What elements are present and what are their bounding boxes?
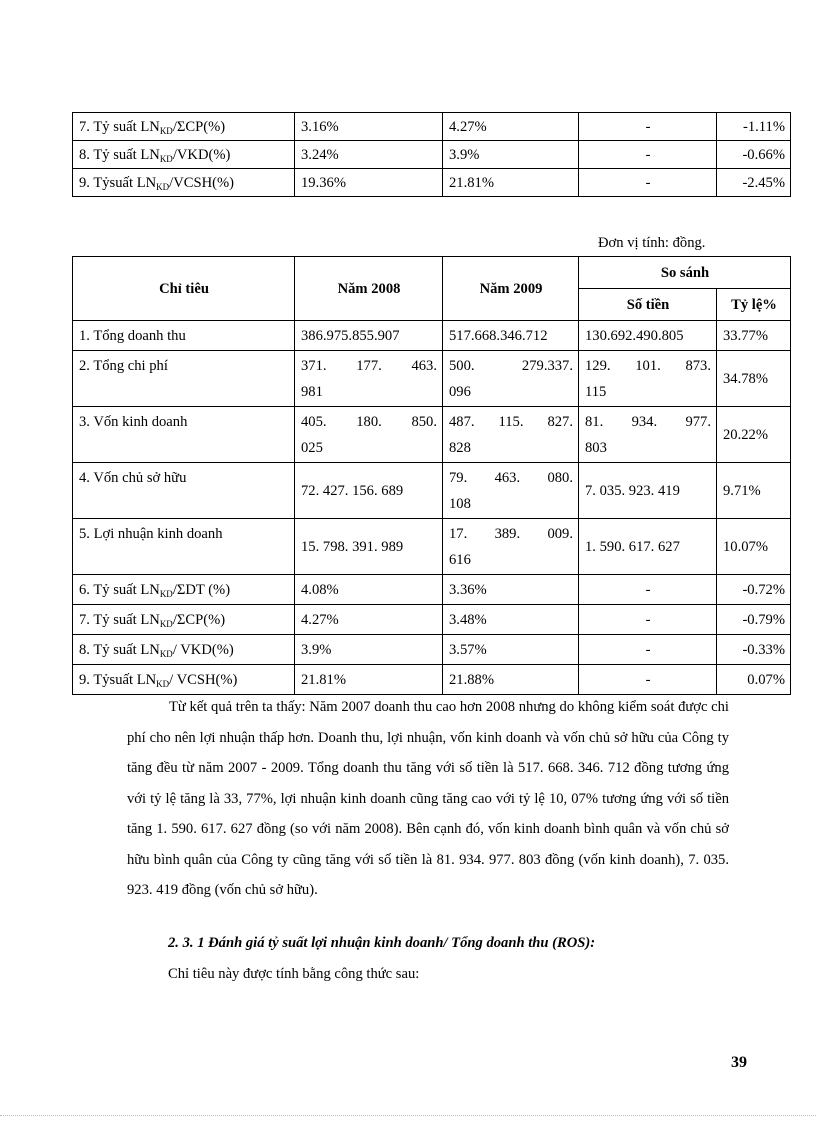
- cell-year1: 19.36%: [295, 169, 443, 197]
- cell-year1: 3.9%: [295, 635, 443, 665]
- cell-year2: 79. 463. 080. 108: [443, 463, 579, 519]
- cell-year1: 72. 427. 156. 689: [295, 463, 443, 519]
- row-label: 7. Tỷ suất $LN_{KD}/\Sigma CP(\%)$: [73, 605, 295, 635]
- cell-ratio: 10.07%: [717, 519, 791, 575]
- cell-ratio: -1.11%: [717, 113, 791, 141]
- cell-ratio: 20.22%: [717, 407, 791, 463]
- cell-year1: 21.81%: [295, 665, 443, 695]
- table-row: [73, 463, 791, 519]
- table-row: [73, 113, 791, 141]
- header-compare: So sánh: [579, 257, 791, 289]
- table-row: [73, 575, 791, 605]
- cell-year1: 371. 177. 463. 981: [295, 351, 443, 407]
- row-label: 5. Lợi nhuận kinh doanh: [73, 519, 295, 575]
- cell-ratio: -0.72%: [717, 575, 791, 605]
- row-label: 7. Tỷ suất $LN_{KD}/\Sigma CP(\%)$: [73, 113, 295, 141]
- header-amount: Số tiền: [579, 289, 717, 321]
- cell-amount: 129. 101. 873. 115: [579, 351, 717, 407]
- cell-year1: 15. 798. 391. 989: [295, 519, 443, 575]
- cell-amount: 7. 035. 923. 419: [579, 463, 717, 519]
- table-row: [73, 169, 791, 197]
- row-label: 4. Vốn chủ sở hữu: [73, 463, 295, 519]
- financial-table: [72, 256, 791, 695]
- cell-amount: -: [579, 113, 717, 141]
- cell-year2: 17. 389. 009. 616: [443, 519, 579, 575]
- table-row: [73, 407, 791, 463]
- header-year-2009: Năm 2009: [443, 257, 579, 321]
- cell-amount: 130.692.490.805: [579, 321, 717, 351]
- body-paragraph-formula-intro: Chỉ tiêu này được tính bằng công thức sau:: [168, 966, 420, 982]
- cell-year2: 517.668.346.712: [443, 321, 579, 351]
- row-label: 9. Tỷsuất $LN_{KD}/VCSH(\%)$: [73, 169, 295, 197]
- table-continued: [72, 112, 791, 197]
- section-heading: 2. 3. 1 Đánh giá tỷ suất lợi nhuận kinh doanh/ Tổng doanh thu (ROS):: [168, 935, 596, 951]
- table-row: [73, 665, 791, 695]
- cell-ratio: 0.07%: [717, 665, 791, 695]
- table-row: [73, 519, 791, 575]
- unit-note: Đơn vị tính: đồng.: [598, 235, 706, 251]
- row-label: 3. Vốn kinh doanh: [73, 407, 295, 463]
- page-number: 39: [731, 1054, 747, 1071]
- cell-amount: -: [579, 141, 717, 169]
- row-label: 2. Tổng chi phí: [73, 351, 295, 407]
- cell-amount: 81. 934. 977. 803: [579, 407, 717, 463]
- row-label: 9. Tỷsuất $LN_{KD}/$ VCSH(%): [73, 665, 295, 695]
- table-row: [73, 321, 791, 351]
- cell-ratio: 34.78%: [717, 351, 791, 407]
- cell-ratio: -0.79%: [717, 605, 791, 635]
- cell-year2: 3.57%: [443, 635, 579, 665]
- cell-year1: 3.24%: [295, 141, 443, 169]
- cell-amount: -: [579, 665, 717, 695]
- cell-year2: 487. 115. 827. 828: [443, 407, 579, 463]
- cell-year1: 4.27%: [295, 605, 443, 635]
- header-year-2008: Năm 2008: [295, 257, 443, 321]
- cell-amount: -: [579, 575, 717, 605]
- body-paragraph: Từ kết quả trên ta thấy: Năm 2007 doanh thu cao hơn 2008 nhưng do không kiểm soát được chi phí cho nên lợi nhuận thấp hơn. Doanh thu, lợi nhuận, vốn kinh doanh và vốn chủ sở hữu của Công ty tăng đều từ năm 2007 - 2009. Tổng doanh thu tăng với số tiền là 517. 668. 346. 712 đồng tương ứng với tỷ lệ tăng là 33, 77%, lợi nhuận kinh doanh cũng tăng cao với tỷ lệ 10, 07% tương ứng với số tiền tăng 1. 590. 617. 627 đồng (so với năm 2008). Bên cạnh đó, vốn kinh doanh bình quân và vốn chủ sở hữu bình quân của Công ty cũng tăng với số tiền là 81. 934. 977. 803 đồng (vốn kinh doanh), 7. 035. 923. 419 đồng (vốn chủ sở hữu).: [127, 699, 729, 898]
- cell-ratio: -0.33%: [717, 635, 791, 665]
- cell-year2: 21.81%: [443, 169, 579, 197]
- row-label: 8. Tỷ suất $LN_{KD}/$ VKD(%): [73, 635, 295, 665]
- cell-ratio: 9.71%: [717, 463, 791, 519]
- cell-year2: 3.36%: [443, 575, 579, 605]
- cell-amount: -: [579, 635, 717, 665]
- table-row: [73, 141, 791, 169]
- cell-amount: 1. 590. 617. 627: [579, 519, 717, 575]
- page-footer-divider: [0, 1115, 816, 1116]
- table-row: [73, 635, 791, 665]
- cell-year2: 3.9%: [443, 141, 579, 169]
- row-label: 1. Tổng doanh thu: [73, 321, 295, 351]
- cell-amount: -: [579, 169, 717, 197]
- header-indicator: Chỉ tiêu: [73, 257, 295, 321]
- table-row: [73, 351, 791, 407]
- cell-year2: 4.27%: [443, 113, 579, 141]
- row-label: 6. Tỷ suất $LN_{KD}$/ΣDT (%): [73, 575, 295, 605]
- cell-year2: 21.88%: [443, 665, 579, 695]
- cell-ratio: -0.66%: [717, 141, 791, 169]
- cell-year1: 4.08%: [295, 575, 443, 605]
- cell-year2: 500. 279.337. 096: [443, 351, 579, 407]
- cell-ratio: -2.45%: [717, 169, 791, 197]
- cell-year1: 386.975.855.907: [295, 321, 443, 351]
- cell-year2: 3.48%: [443, 605, 579, 635]
- header-ratio: Tỷ lệ%: [717, 289, 791, 321]
- table-row: [73, 605, 791, 635]
- cell-amount: -: [579, 605, 717, 635]
- cell-ratio: 33.77%: [717, 321, 791, 351]
- row-label: 8. Tỷ suất $LN_{KD}/VKD(\%)$: [73, 141, 295, 169]
- cell-year1: 3.16%: [295, 113, 443, 141]
- cell-year1: 405. 180. 850. 025: [295, 407, 443, 463]
